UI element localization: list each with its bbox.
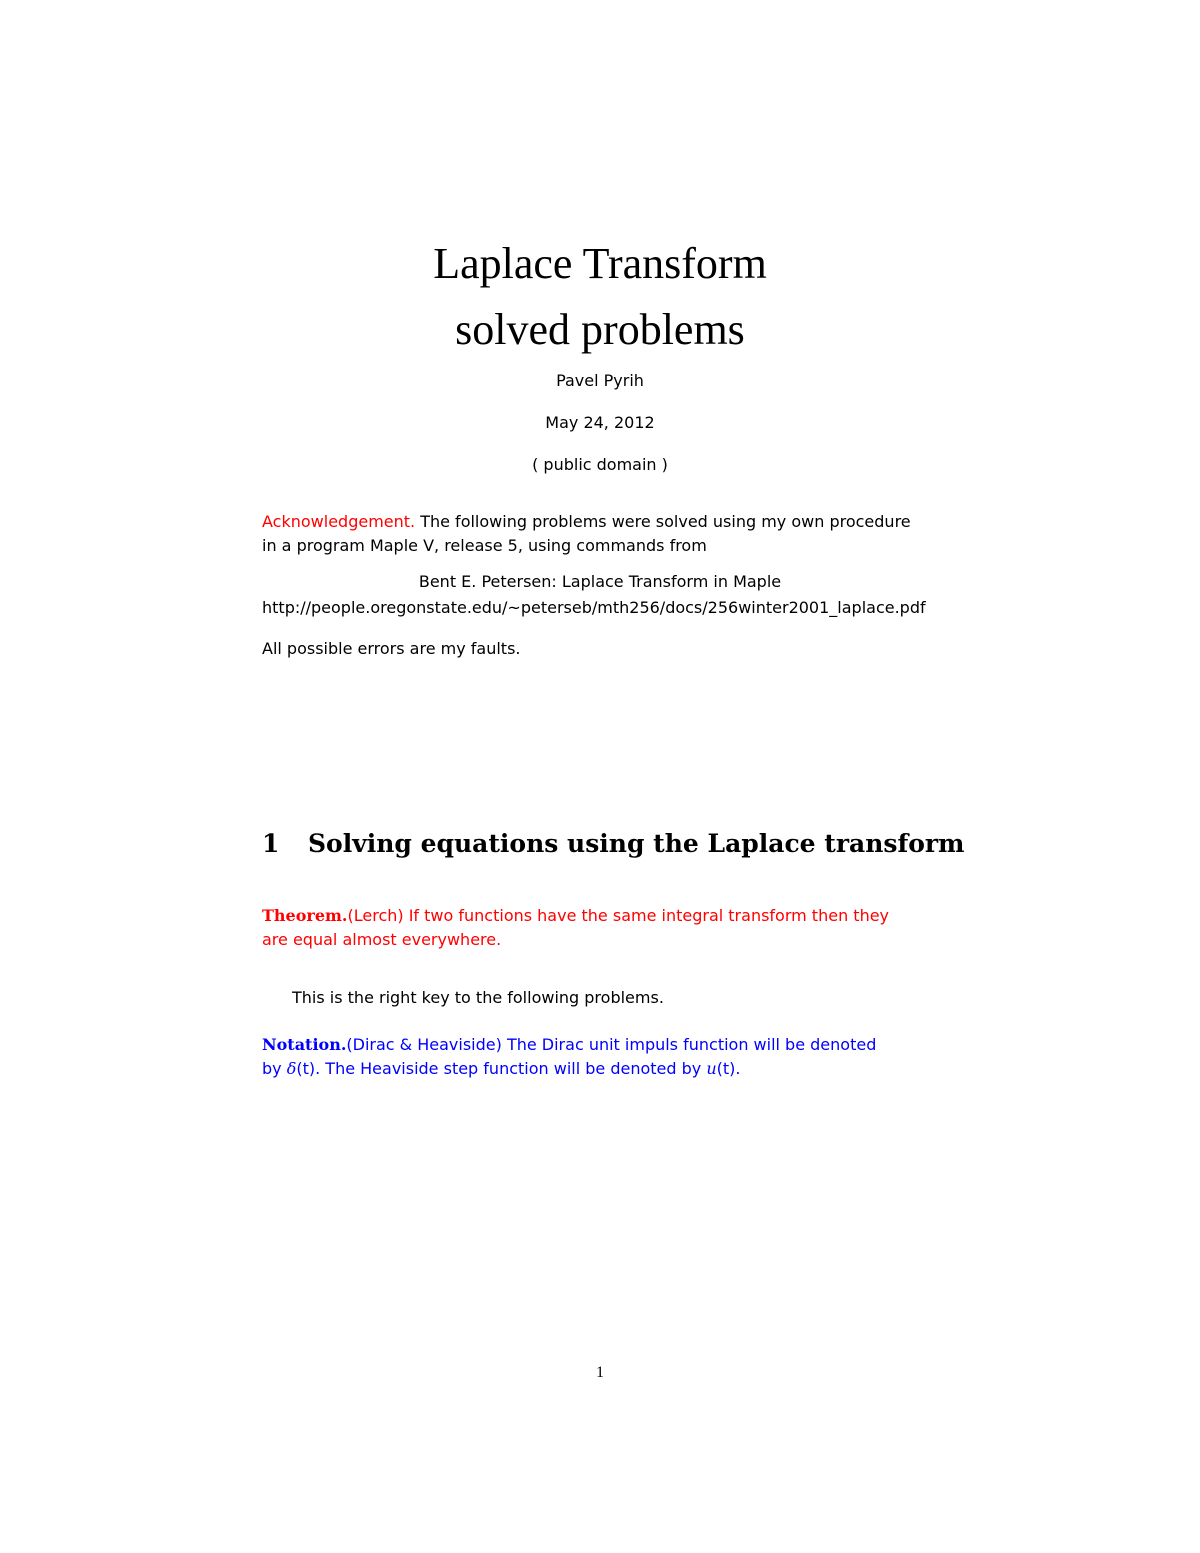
disclaimer: All possible errors are my faults. <box>262 639 521 658</box>
theorem-paragraph <box>262 904 942 952</box>
notation-paragraph <box>262 1033 942 1081</box>
acknowledgement-text-line1: The following problems were solved using my own procedure <box>415 512 911 531</box>
theorem-text-line1: (Lerch) If two functions have the same integral transform then they <box>347 906 890 925</box>
license: ( public domain ) <box>532 455 668 474</box>
u-symbol: u <box>706 1059 717 1078</box>
acknowledgement-text-line2: in a program Maple V, release 5, using commands from <box>262 536 707 555</box>
acknowledgement-paragraph <box>262 510 942 558</box>
notation-text-line1: (Dirac & Heaviside) The Dirac unit impuls function will be denoted <box>346 1035 877 1054</box>
remark: This is the right key to the following problems. <box>292 988 664 1007</box>
section-heading <box>262 826 965 862</box>
delta-symbol: δ <box>286 1059 297 1078</box>
notation-line2-part2: . The Heaviside step function will be denoted by <box>315 1059 707 1078</box>
acknowledgement-label: Acknowledgement. <box>262 512 416 531</box>
notation-line2-end: . <box>735 1059 741 1078</box>
theorem-label: Theorem. <box>262 906 348 925</box>
page-number: 1 <box>596 1364 604 1381</box>
theorem-text-line2: are equal almost everywhere. <box>262 930 502 949</box>
delta-arg: (t) <box>296 1059 316 1078</box>
author: Pavel Pyrih <box>556 371 644 390</box>
reference-title: Bent E. Petersen: Laplace Transform in Maple <box>418 572 782 591</box>
u-arg: (t) <box>716 1059 736 1078</box>
section-title: Solving equations using the Laplace transform <box>308 829 965 858</box>
date: May 24, 2012 <box>545 413 655 432</box>
reference-url[interactable]: http://people.oregonstate.edu/~peterseb/mth256/docs/256winter2001_laplace.pdf <box>262 598 926 617</box>
title-line-1: Laplace Transform <box>433 239 767 288</box>
section-number: 1 <box>262 829 280 858</box>
notation-line2-part1: by <box>262 1059 287 1078</box>
notation-label: Notation. <box>262 1035 347 1054</box>
title-line-2: solved problems <box>455 305 745 354</box>
